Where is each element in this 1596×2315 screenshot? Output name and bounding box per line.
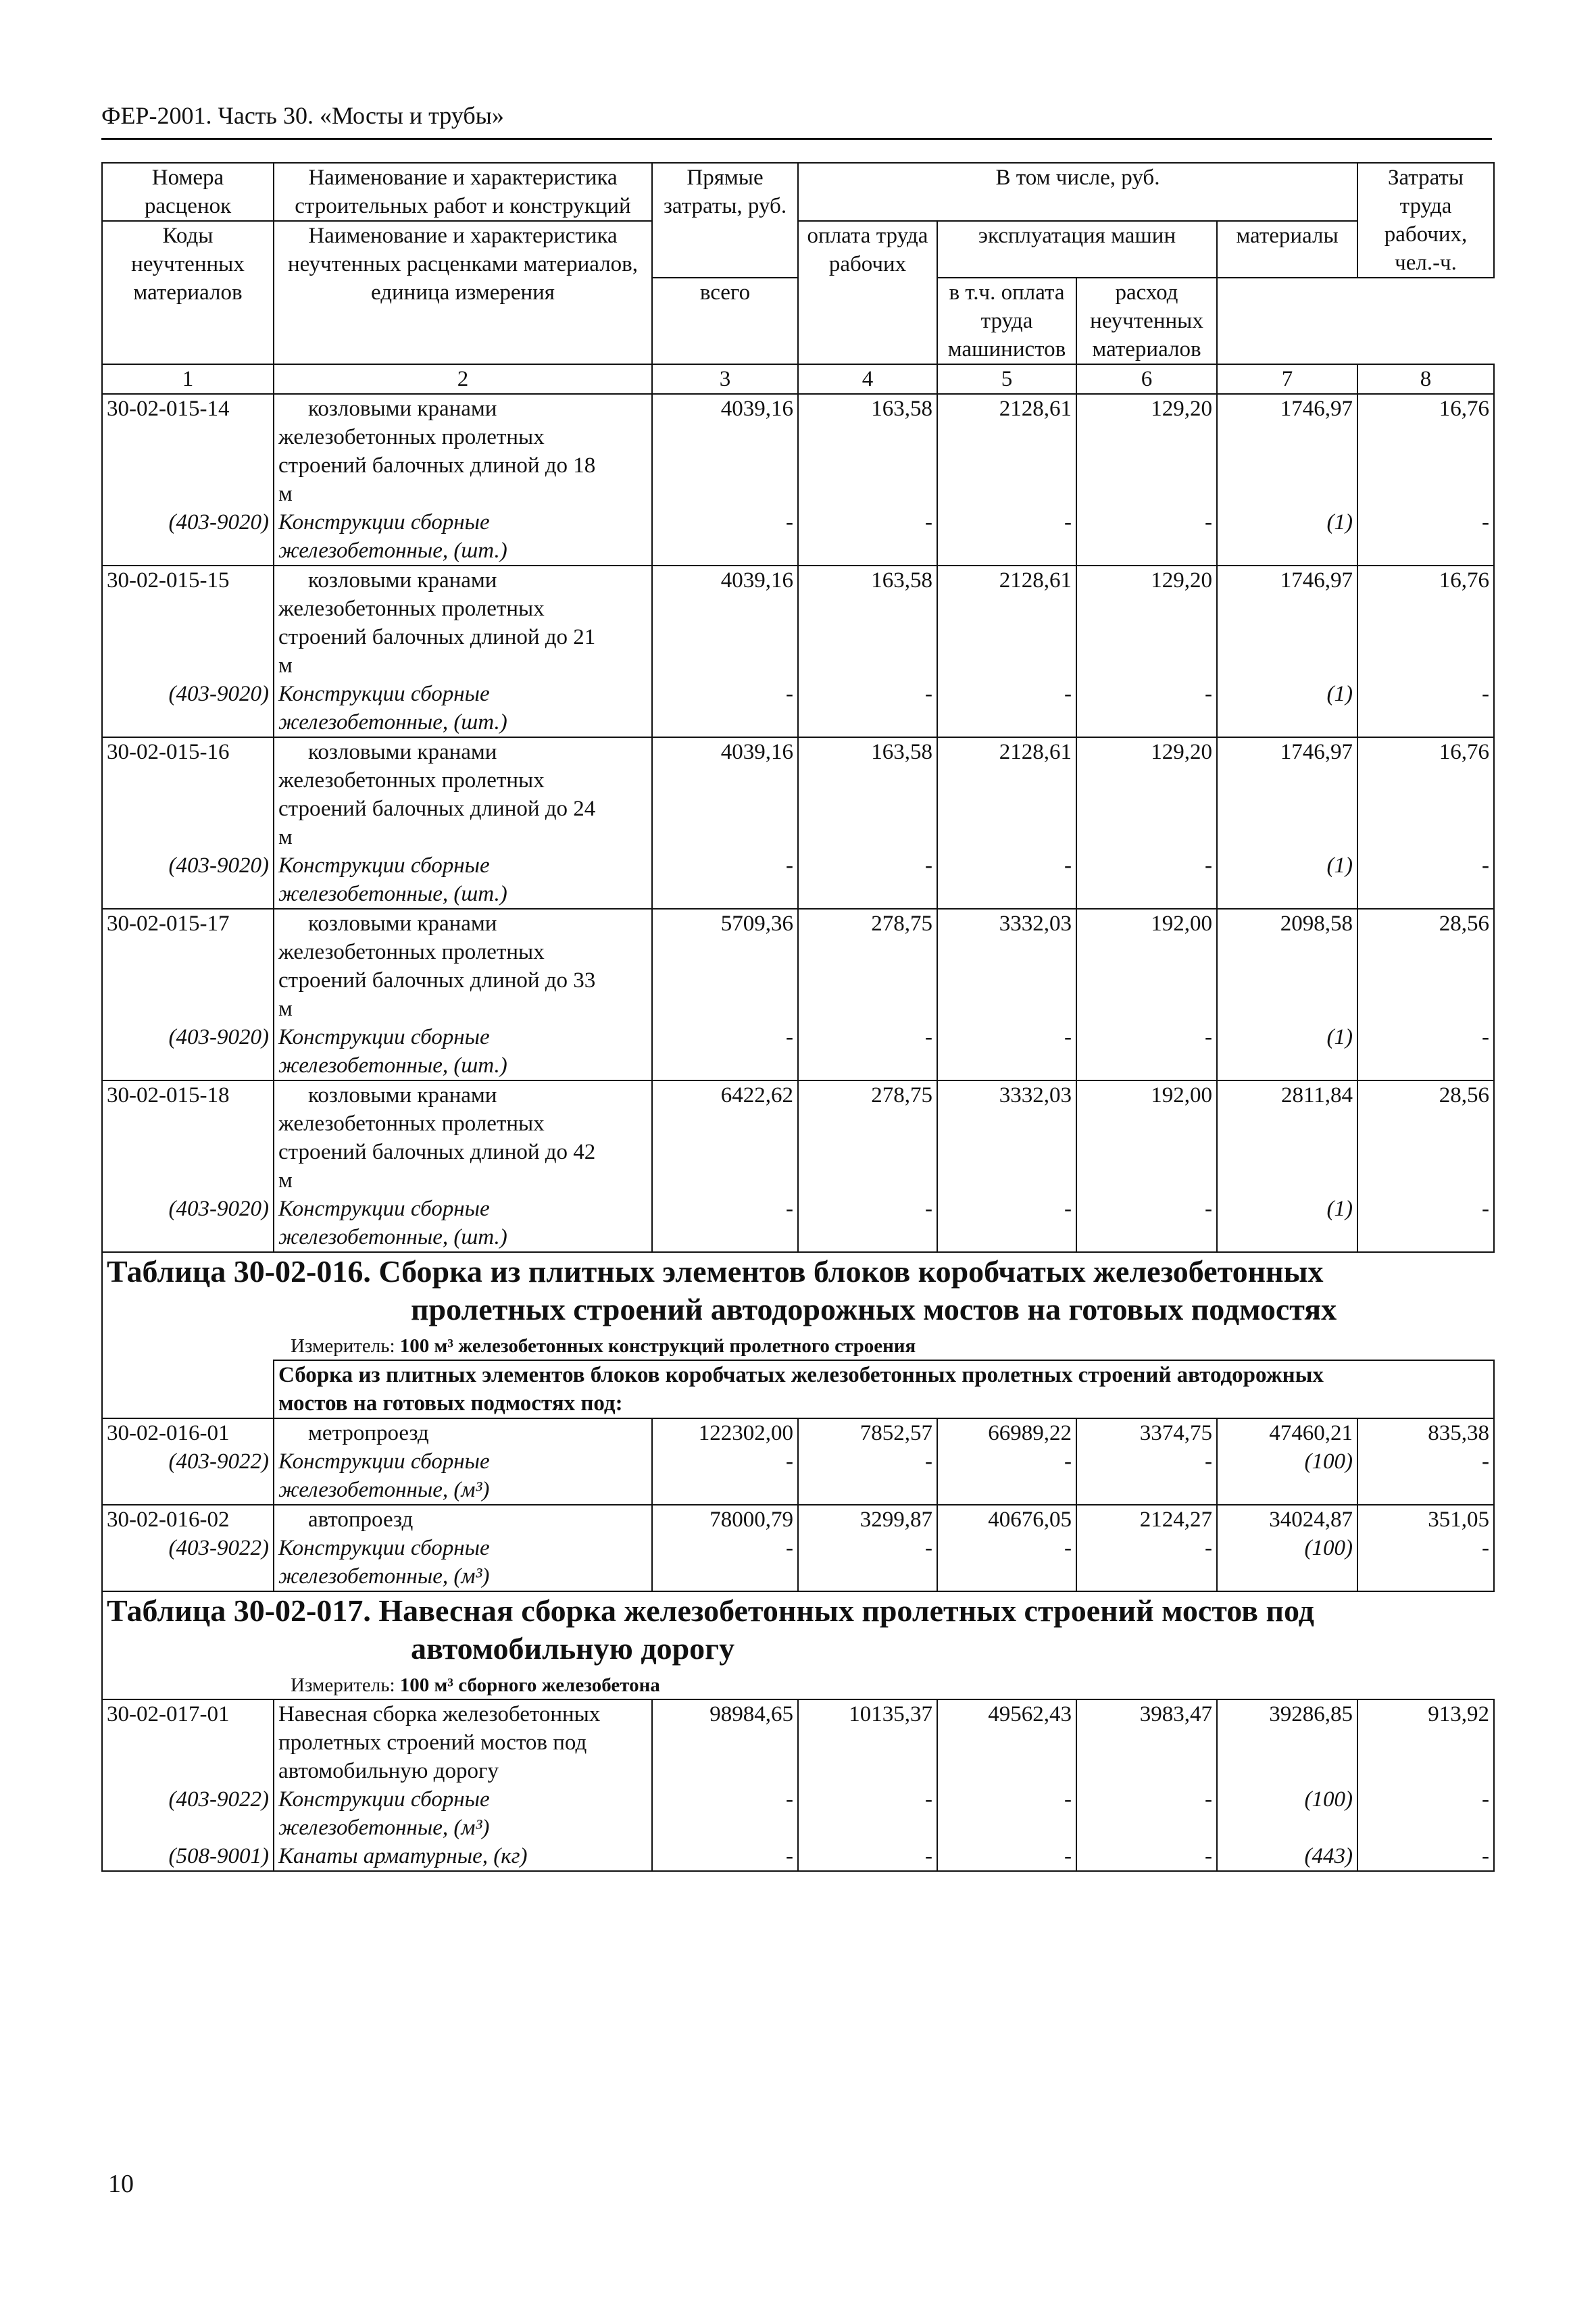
material-value: - bbox=[1357, 680, 1494, 737]
material-value: - bbox=[798, 1785, 937, 1842]
material-value: - bbox=[1076, 680, 1217, 737]
material-value: - bbox=[798, 1842, 937, 1871]
header-codes: Коды неучтенных материалов bbox=[102, 221, 274, 364]
material-name bbox=[274, 680, 652, 737]
material-name bbox=[274, 1534, 652, 1591]
work-name-line: козловыми кранами bbox=[308, 1083, 497, 1107]
rates-table bbox=[101, 162, 1495, 1872]
material-value: - bbox=[798, 1195, 937, 1252]
rate-code: 30-02-015-14 bbox=[102, 394, 274, 508]
work-name bbox=[274, 909, 652, 1023]
material-name bbox=[274, 851, 652, 909]
meter-label: Измеритель: bbox=[291, 1335, 395, 1357]
material-value: (1) bbox=[1217, 1023, 1357, 1080]
materials-value: 2098,58 bbox=[1217, 909, 1357, 1023]
material-value: - bbox=[1357, 1195, 1494, 1252]
column-number: 5 bbox=[937, 364, 1076, 394]
work-name-line: козловыми кранами bbox=[308, 740, 497, 764]
rate-code: 30-02-015-15 bbox=[102, 566, 274, 680]
material-name bbox=[274, 1785, 652, 1842]
material-value: (100) bbox=[1217, 1785, 1357, 1842]
meter-label: Измеритель: bbox=[291, 1674, 395, 1696]
material-value: - bbox=[1076, 1195, 1217, 1252]
material-value: - bbox=[937, 508, 1076, 566]
work-name-line: м bbox=[278, 653, 293, 678]
rate-code: 30-02-016-02 bbox=[102, 1505, 274, 1534]
meter-value: 100 м³ железобетонных конструкций пролетного строения bbox=[399, 1335, 916, 1357]
material-value: - bbox=[937, 1534, 1076, 1591]
machines-value: 2128,61 bbox=[937, 566, 1076, 680]
work-name bbox=[274, 1699, 652, 1785]
wages-value: 163,58 bbox=[798, 394, 937, 508]
header-direct-costs: Прямые затраты, руб. bbox=[652, 163, 798, 278]
materials-value: 1746,97 bbox=[1217, 737, 1357, 851]
machinist-wages-value: 192,00 bbox=[1076, 1080, 1217, 1195]
work-name-line: строений балочных длиной до 42 bbox=[278, 1140, 596, 1164]
material-value: - bbox=[1357, 1023, 1494, 1080]
table-title-cell bbox=[102, 1252, 1494, 1360]
machines-value: 40676,05 bbox=[937, 1505, 1076, 1534]
material-value: - bbox=[937, 1023, 1076, 1080]
rate-row bbox=[102, 1080, 1494, 1195]
subheader-text bbox=[274, 1360, 1494, 1418]
material-name bbox=[274, 1447, 652, 1505]
material-value: (100) bbox=[1217, 1534, 1357, 1591]
machines-value: 2128,61 bbox=[937, 737, 1076, 851]
work-name-line: железобетонных пролетных bbox=[278, 425, 545, 449]
material-name-line: железобетонные, (шт.) bbox=[278, 710, 507, 735]
work-name-line: строений балочных длиной до 33 bbox=[278, 968, 596, 993]
material-value: - bbox=[798, 1023, 937, 1080]
material-value: - bbox=[798, 1534, 937, 1591]
material-row bbox=[102, 1842, 1494, 1871]
material-value: - bbox=[652, 508, 798, 566]
material-row bbox=[102, 1785, 1494, 1842]
direct-costs-value: 6422,62 bbox=[652, 1080, 798, 1195]
material-name-line: железобетонные, (м³) bbox=[278, 1816, 490, 1840]
labor-value: 913,92 bbox=[1357, 1699, 1494, 1785]
material-value: - bbox=[937, 1842, 1076, 1871]
labor-value: 28,56 bbox=[1357, 1080, 1494, 1195]
meter-value: 100 м³ сборного железобетона bbox=[399, 1674, 660, 1696]
material-value: - bbox=[1357, 1534, 1494, 1591]
material-name-line: железобетонные, (шт.) bbox=[278, 1225, 507, 1249]
work-name-line: м bbox=[278, 1168, 293, 1193]
table-title-row bbox=[102, 1252, 1494, 1360]
wages-value: 163,58 bbox=[798, 737, 937, 851]
table-title-continued: автомобильную дорогу bbox=[411, 1631, 735, 1666]
material-name-line: железобетонные, (шт.) bbox=[278, 539, 507, 563]
material-row bbox=[102, 680, 1494, 737]
materials-value: 39286,85 bbox=[1217, 1699, 1357, 1785]
machinist-wages-value: 129,20 bbox=[1076, 394, 1217, 508]
material-name bbox=[274, 1842, 652, 1871]
material-value: - bbox=[652, 680, 798, 737]
material-name-line: Конструкции сборные bbox=[278, 510, 490, 534]
material-code: (403-9020) bbox=[102, 1195, 274, 1252]
material-value: - bbox=[1076, 508, 1217, 566]
rate-row bbox=[102, 737, 1494, 851]
material-value: - bbox=[1357, 1842, 1494, 1871]
rate-row bbox=[102, 566, 1494, 680]
machines-value: 2128,61 bbox=[937, 394, 1076, 508]
material-row bbox=[102, 508, 1494, 566]
material-value: - bbox=[798, 508, 937, 566]
material-name bbox=[274, 1195, 652, 1252]
work-name-line: козловыми кранами bbox=[308, 568, 497, 593]
material-value: - bbox=[937, 680, 1076, 737]
work-name-line: м bbox=[278, 482, 293, 506]
material-value: - bbox=[937, 1785, 1076, 1842]
machinist-wages-value: 3374,75 bbox=[1076, 1418, 1217, 1447]
header-labor: Затраты труда рабочих, чел.-ч. bbox=[1357, 163, 1494, 278]
direct-costs-value: 4039,16 bbox=[652, 737, 798, 851]
labor-value: 835,38 bbox=[1357, 1418, 1494, 1447]
work-name-line: железобетонных пролетных bbox=[278, 597, 545, 621]
table-title-continued: пролетных строений автодорожных мостов на готовых подмостях bbox=[411, 1292, 1337, 1326]
machines-value: 49562,43 bbox=[937, 1699, 1076, 1785]
wages-value: 10135,37 bbox=[798, 1699, 937, 1785]
subheader-spacer bbox=[102, 1360, 274, 1418]
work-name bbox=[274, 1080, 652, 1195]
material-name-line: железобетонные, (м³) bbox=[278, 1478, 490, 1502]
header-rule bbox=[101, 138, 1492, 140]
material-value: - bbox=[652, 1842, 798, 1871]
header-materials: материалы bbox=[1217, 221, 1357, 278]
material-value: (443) bbox=[1217, 1842, 1357, 1871]
materials-value: 1746,97 bbox=[1217, 394, 1357, 508]
machinist-wages-value: 192,00 bbox=[1076, 909, 1217, 1023]
material-value: - bbox=[1357, 851, 1494, 909]
column-number: 7 bbox=[1217, 364, 1357, 394]
subheader-line: мостов на готовых подмостях под: bbox=[278, 1391, 623, 1416]
material-row bbox=[102, 1534, 1494, 1591]
subheader-line: Сборка из плитных элементов блоков коробчатых железобетонных пролетных строений автодорожных bbox=[278, 1363, 1324, 1387]
material-name-line: Конструкции сборные bbox=[278, 1787, 490, 1812]
material-row bbox=[102, 1447, 1494, 1505]
material-row bbox=[102, 851, 1494, 909]
material-name-line: Конструкции сборные bbox=[278, 1197, 490, 1221]
material-value: - bbox=[1076, 851, 1217, 909]
materials-value: 34024,87 bbox=[1217, 1505, 1357, 1534]
table-title: Таблица 30-02-017. Навесная сборка железобетонных пролетных строений мостов под bbox=[107, 1593, 1314, 1628]
meter-line bbox=[107, 1333, 1490, 1360]
materials-value: 2811,84 bbox=[1217, 1080, 1357, 1195]
work-name-line: железобетонных пролетных bbox=[278, 940, 545, 964]
material-value: - bbox=[652, 1534, 798, 1591]
machinist-wages-value: 3983,47 bbox=[1076, 1699, 1217, 1785]
machines-value: 66989,22 bbox=[937, 1418, 1076, 1447]
work-name-line: Навесная сборка железобетонных bbox=[278, 1702, 601, 1726]
material-value: - bbox=[652, 851, 798, 909]
direct-costs-value: 122302,00 bbox=[652, 1418, 798, 1447]
header-machines: эксплуатация машин bbox=[937, 221, 1217, 278]
table-title: Таблица 30-02-016. Сборка из плитных элементов блоков коробчатых железобетонных bbox=[107, 1254, 1324, 1289]
material-name-line: Конструкции сборные bbox=[278, 853, 490, 878]
material-value: (1) bbox=[1217, 680, 1357, 737]
column-number: 2 bbox=[274, 364, 652, 394]
material-value: - bbox=[1076, 1842, 1217, 1871]
header-wages: оплата труда рабочих bbox=[798, 221, 937, 364]
column-number: 4 bbox=[798, 364, 937, 394]
work-name-line: автомобильную дорогу bbox=[278, 1759, 499, 1783]
rate-row bbox=[102, 1699, 1494, 1785]
rate-row bbox=[102, 394, 1494, 508]
rate-row bbox=[102, 909, 1494, 1023]
labor-value: 28,56 bbox=[1357, 909, 1494, 1023]
machines-value: 3332,03 bbox=[937, 1080, 1076, 1195]
material-value: - bbox=[937, 851, 1076, 909]
subheader-row bbox=[102, 1360, 1494, 1418]
material-value: - bbox=[652, 1447, 798, 1505]
material-code: (403-9022) bbox=[102, 1534, 274, 1591]
work-name bbox=[274, 566, 652, 680]
material-value: - bbox=[652, 1195, 798, 1252]
header-mat-name: Наименование и характеристика неучтенных расценками материалов, единица измерения bbox=[274, 221, 652, 364]
work-name-line: строений балочных длиной до 24 bbox=[278, 797, 596, 821]
wages-value: 7852,57 bbox=[798, 1418, 937, 1447]
header-rate-number: Номера расценок bbox=[102, 163, 274, 221]
material-name bbox=[274, 1023, 652, 1080]
material-value: - bbox=[1357, 1447, 1494, 1505]
column-number: 8 bbox=[1357, 364, 1494, 394]
header-machinist-wages: в т.ч. оплата труда машинистов bbox=[937, 278, 1076, 364]
work-name-line: железобетонных пролетных bbox=[278, 768, 545, 793]
table-title-cell bbox=[102, 1591, 1494, 1699]
material-code: (403-9020) bbox=[102, 851, 274, 909]
machinist-wages-value: 129,20 bbox=[1076, 566, 1217, 680]
material-code: (403-9020) bbox=[102, 680, 274, 737]
header-materials-use: расход неучтенных материалов bbox=[1076, 278, 1217, 364]
column-number: 6 bbox=[1076, 364, 1217, 394]
direct-costs-value: 78000,79 bbox=[652, 1505, 798, 1534]
material-value: - bbox=[1357, 508, 1494, 566]
rate-code: 30-02-015-16 bbox=[102, 737, 274, 851]
work-name: автопроезд bbox=[274, 1505, 652, 1534]
column-numbers-row bbox=[102, 364, 1494, 394]
work-name-line: козловыми кранами bbox=[308, 912, 497, 936]
material-value: - bbox=[937, 1195, 1076, 1252]
material-value: - bbox=[1076, 1447, 1217, 1505]
material-name-line: железобетонные, (шт.) bbox=[278, 1053, 507, 1078]
material-value: - bbox=[798, 851, 937, 909]
material-name-line: Канаты арматурные, (кг) bbox=[278, 1844, 528, 1868]
work-name bbox=[274, 394, 652, 508]
material-value: - bbox=[1076, 1785, 1217, 1842]
rate-code: 30-02-017-01 bbox=[102, 1699, 274, 1785]
material-value: - bbox=[1357, 1785, 1494, 1842]
material-row bbox=[102, 1023, 1494, 1080]
materials-value: 1746,97 bbox=[1217, 566, 1357, 680]
material-value: - bbox=[798, 680, 937, 737]
material-value: - bbox=[798, 1447, 937, 1505]
wages-value: 278,75 bbox=[798, 909, 937, 1023]
material-name-line: железобетонные, (шт.) bbox=[278, 882, 507, 906]
page-number: 10 bbox=[108, 2170, 134, 2198]
work-name: метропроезд bbox=[274, 1418, 652, 1447]
machinist-wages-value: 129,20 bbox=[1076, 737, 1217, 851]
materials-value: 47460,21 bbox=[1217, 1418, 1357, 1447]
labor-value: 16,76 bbox=[1357, 394, 1494, 508]
machines-value: 3332,03 bbox=[937, 909, 1076, 1023]
column-number: 1 bbox=[102, 364, 274, 394]
material-value: - bbox=[1076, 1023, 1217, 1080]
material-row bbox=[102, 1195, 1494, 1252]
direct-costs-value: 5709,36 bbox=[652, 909, 798, 1023]
labor-value: 16,76 bbox=[1357, 566, 1494, 680]
material-name-line: Конструкции сборные bbox=[278, 682, 490, 706]
header-including: В том числе, руб. bbox=[798, 163, 1357, 221]
material-name-line: железобетонные, (м³) bbox=[278, 1564, 490, 1589]
meter-line bbox=[107, 1672, 1490, 1699]
material-name-line: Конструкции сборные bbox=[278, 1025, 490, 1049]
material-code: (403-9020) bbox=[102, 1023, 274, 1080]
material-value: (1) bbox=[1217, 851, 1357, 909]
work-name-line: строений балочных длиной до 21 bbox=[278, 625, 596, 649]
work-name-line: пролетных строений мостов под bbox=[278, 1731, 587, 1755]
material-value: (1) bbox=[1217, 508, 1357, 566]
work-name bbox=[274, 737, 652, 851]
direct-costs-value: 4039,16 bbox=[652, 566, 798, 680]
direct-costs-value: 4039,16 bbox=[652, 394, 798, 508]
work-name-line: строений балочных длиной до 18 bbox=[278, 453, 596, 478]
material-value: - bbox=[652, 1023, 798, 1080]
labor-value: 351,05 bbox=[1357, 1505, 1494, 1534]
header-work-name: Наименование и характеристика строительных работ и конструкций bbox=[274, 163, 652, 221]
material-code: (403-9022) bbox=[102, 1785, 274, 1842]
material-code: (508-9001) bbox=[102, 1842, 274, 1871]
work-name-line: м bbox=[278, 825, 293, 849]
machinist-wages-value: 2124,27 bbox=[1076, 1505, 1217, 1534]
material-code: (403-9020) bbox=[102, 508, 274, 566]
rate-row bbox=[102, 1418, 1494, 1447]
rate-code: 30-02-016-01 bbox=[102, 1418, 274, 1447]
material-value: - bbox=[1076, 1534, 1217, 1591]
material-name-line: Конструкции сборные bbox=[278, 1449, 490, 1474]
material-value: (100) bbox=[1217, 1447, 1357, 1505]
material-value: - bbox=[937, 1447, 1076, 1505]
rate-code: 30-02-015-17 bbox=[102, 909, 274, 1023]
header-machines-total: всего bbox=[652, 278, 798, 364]
column-number: 3 bbox=[652, 364, 798, 394]
table-title-row bbox=[102, 1591, 1494, 1699]
page-header: ФЕР-2001. Часть 30. «Мосты и трубы» bbox=[101, 102, 504, 129]
wages-value: 3299,87 bbox=[798, 1505, 937, 1534]
work-name-line: козловыми кранами bbox=[308, 397, 497, 421]
wages-value: 278,75 bbox=[798, 1080, 937, 1195]
material-code: (403-9022) bbox=[102, 1447, 274, 1505]
material-name-line: Конструкции сборные bbox=[278, 1536, 490, 1560]
labor-value: 16,76 bbox=[1357, 737, 1494, 851]
work-name-line: железобетонных пролетных bbox=[278, 1112, 545, 1136]
material-value: (1) bbox=[1217, 1195, 1357, 1252]
direct-costs-value: 98984,65 bbox=[652, 1699, 798, 1785]
rate-code: 30-02-015-18 bbox=[102, 1080, 274, 1195]
material-value: - bbox=[652, 1785, 798, 1842]
wages-value: 163,58 bbox=[798, 566, 937, 680]
work-name-line: м bbox=[278, 997, 293, 1021]
material-name bbox=[274, 508, 652, 566]
rate-row bbox=[102, 1505, 1494, 1534]
